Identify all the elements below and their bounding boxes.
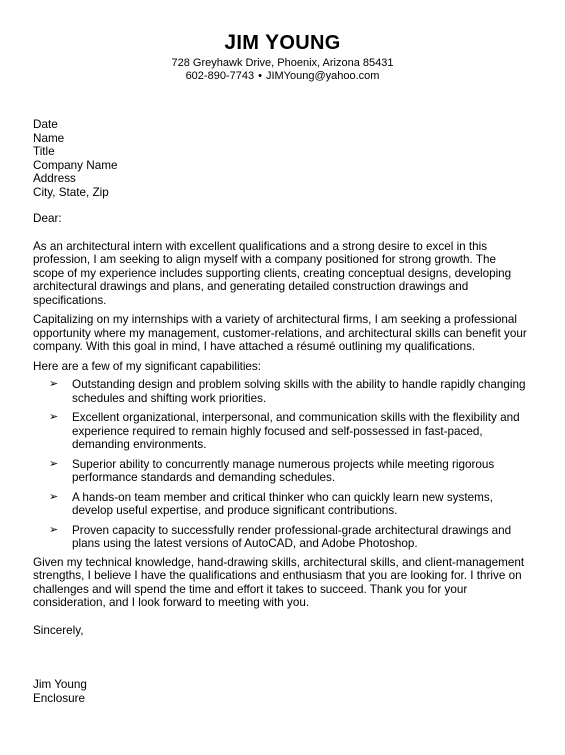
paragraph-closing [33, 556, 533, 610]
arrow-bullet-icon: ➢ [49, 490, 59, 503]
paragraph-line: opportunity where my management, customer-relations, and architectural skills can benefit your [33, 326, 527, 340]
sender-name: JIM YOUNG [224, 31, 341, 54]
recipient-name: Name [33, 131, 65, 145]
capability-item [33, 458, 533, 485]
letter-body [33, 118, 533, 705]
arrow-bullet-icon: ➢ [49, 523, 59, 536]
paragraph-intro [33, 240, 533, 308]
salutation: Dear: [33, 212, 62, 225]
paragraph-line: As an architectural intern with excellent qualifications and a strong desire to excel in this [33, 239, 488, 253]
capabilities-intro: Here are a few of my significant capabilities: [33, 359, 262, 373]
capability-line: Excellent organizational, interpersonal, and communication skills with the flexibility and [72, 411, 520, 424]
capability-line: demanding environments. [72, 438, 207, 451]
capability-line: develop useful expertise, and produce significant contributions. [72, 504, 398, 517]
capability-line: plans using the latest versions of AutoCAD, and Adobe Photoshop. [72, 537, 418, 550]
signature-name: Jim Young [33, 678, 87, 691]
capability-line: performance standards and demanding schedules. [72, 471, 336, 484]
arrow-bullet-icon: ➢ [49, 411, 59, 423]
recipient-address: Address [33, 172, 76, 185]
capability-line: A hands-on team member and critical thinker who can quickly learn new systems, [72, 490, 493, 504]
capability-line: experience required to remain highly focused and self-possessed in fast-paced, [72, 424, 483, 438]
paragraph-line: challenges and will spend the time and effort it takes to succeed. Thank you for your [33, 582, 468, 596]
capability-line: Superior ability to concurrently manage numerous projects while meeting rigorous [72, 457, 495, 471]
enclosure-note: Enclosure [33, 691, 85, 705]
capability-item [33, 524, 533, 551]
sender-address: 728 Greyhawk Drive, Phoenix, Arizona 85431 [171, 57, 394, 69]
capability-line: Outstanding design and problem solving skills with the ability to handle rapidly changing [72, 378, 526, 391]
sender-email: JIMYoung@yahoo.com [265, 70, 380, 82]
capability-item [33, 491, 533, 518]
letterhead [0, 32, 565, 83]
recipient-date: Date [33, 118, 58, 131]
recipient-block [33, 118, 533, 199]
paragraph-line: architectural drawings and plans, and generating detailed construction drawings and [33, 280, 469, 293]
arrow-bullet-icon: ➢ [49, 378, 59, 390]
paragraph-line: company. With this goal in mind, I have attached a résumé outlining my qualifications. [33, 340, 476, 353]
paragraph-line: Given my technical knowledge, hand-drawing skills, architectural skills, and client-management [33, 555, 525, 569]
recipient-city-state-zip: City, State, Zip [33, 185, 109, 199]
paragraph-line: profession, I am seeking to align myself with a company positioned for strong growth. The [33, 253, 496, 266]
paragraph-line: scope of my experience includes supporting clients, creating conceptual designs, developing [33, 266, 512, 280]
paragraph-line: Capitalizing on my internships with a variety of architectural firms, I am seeking a professional [33, 313, 517, 326]
capabilities-list [33, 378, 533, 551]
capability-line: schedules and shifting work priorities. [72, 391, 267, 405]
paragraph-line: specifications. [33, 293, 107, 307]
recipient-title: Title [33, 145, 55, 158]
arrow-bullet-icon: ➢ [49, 457, 59, 470]
paragraph-line: strengths, I believe I have the qualifications and enthusiasm that you are looking for. I thrive on [33, 569, 522, 582]
paragraph-line: consideration, and I look forward to meeting with you. [33, 596, 310, 609]
contact-separator: • [258, 70, 262, 82]
capability-item [33, 378, 533, 405]
paragraph-internships [33, 313, 533, 354]
capability-line: Proven capacity to successfully render professional-grade architectural drawings and [72, 523, 512, 537]
recipient-company: Company Name [33, 158, 118, 172]
capability-item [33, 411, 533, 452]
sender-phone: 602-890-7743 [185, 70, 255, 82]
closing: Sincerely, [33, 623, 84, 637]
sender-contact [0, 70, 565, 83]
